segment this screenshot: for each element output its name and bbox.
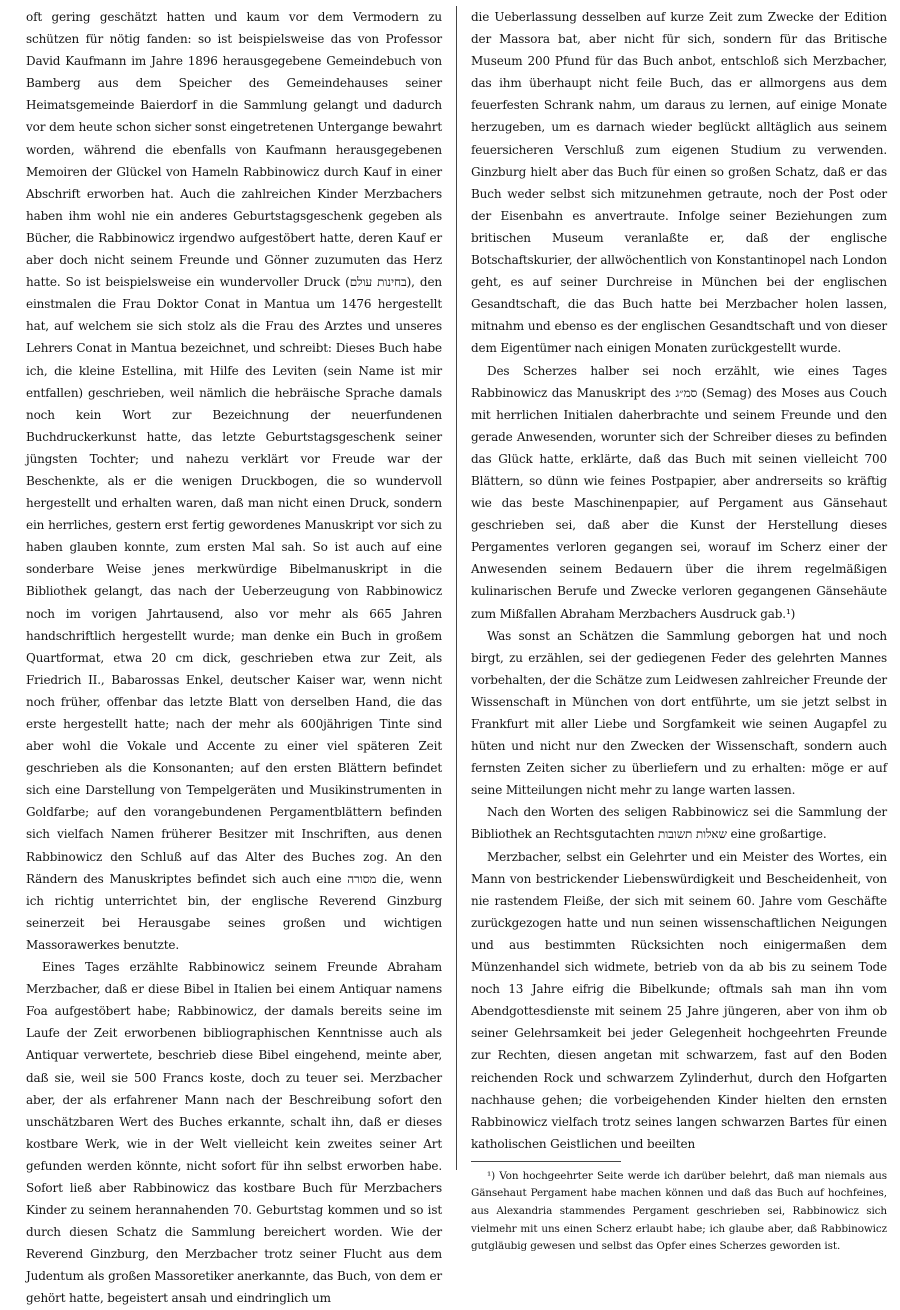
right-column bbox=[457, 6, 887, 1253]
footnote: ¹) Von hochgeehrter Seite werde ich darüber belehrt, daß man niemals aus Gänsehaut Pergament habe machen können und daß das Buch auf hochfeines, aus Alexandria stammendes Pergament geschrieben sei, Rabbinowicz sich vielmehr mit uns einen Scherz erlaubt habe; ich glaube aber, daß Rabbinowicz gutgläubig gewesen und selbst das Opfer eines Scherzes geworden ist. bbox=[471, 1169, 887, 1253]
paragraph: Des Scherzes halber sei noch erzählt, wie eines Tages Rabbinowicz das Manuskript des סמ״ג (Semag) des Moses aus Couch mit herrlichen Initialen daherbrachte und seinem Freunde und den gerade Anwesenden, worunter sich der Schreiber dieses zu befinden das Glück hatte, erklärte, daß das Buch mit seinen vielleicht 700 Blättern, so dünn wie feines Postpapier, aber andrerseits so kräftig wie das beste Maschinenpapier, auf Pergament aus Gänsehaut geschrieben sei, daß aber die Kunst der Herstellung dieses Pergamentes verloren gegangen sei, worauf im Scherz einer der Anwesenden seinem Bedauern über die ihrem regelmäßigen kulinarischen Berufe und Zwecke verloren gegangenen Gänsehäute zum Mißfallen Abraham Merzbachers Ausdruck gab.¹) bbox=[471, 363, 887, 621]
paragraph: Was sonst an Schätzen die Sammlung geborgen hat und noch birgt, zu erzählen, sei der gediegenen Feder des gelehrten Mannes vorbehalten, der die Schätze zum Leidwesen zahlreicher Freunde der Wissenschaft in München von dort entführte, um sie jetzt selbst in Frankfurt mit aller Liebe und Sorgfamkeit wie seinen Augapfel zu hüten und nicht nur den Zwecken der Wissenschaft, sondern auch fernsten Zeiten sicher zu überliefern und zu erhalten: möge er auf seine Mitteilungen nicht mehr zu lange warten lassen. bbox=[471, 628, 887, 798]
paragraph: oft gering geschätzt hatten und kaum vor dem Vermodern zu schützen für nötig fanden: so ist beispielsweise das von Professor David Kaufmann im Jahre 1896 herausgegebene Gemeindebuch von Bamberg aus dem Speicher des Gemeindehauses seiner Heimatsgemeinde Baierdorf in die Sammlung gelangt und dadurch vor dem heute schon sicher sonst eingetretenen Untergange bewahrt worden, während die ebenfalls von Kaufmann herausgegebenen Memoiren der Glückel von Hameln Rabbinowicz durch Kauf in einer Abschrift erworben hat. Auch die zahlreichen Kinder Merzbachers haben ihm wohl nie ein anderes Geburtstagsgeschenk gegeben als Bücher, die Rabbinowicz irgendwo aufgestöbert hatte, deren Kauf er aber doch nicht seinem Freunde und Gönner zuzumuten das Herz hatte. So ist beispielsweise ein wundervoller Druck (בחינות עולם), den einstmalen die Frau Doktor Conat in Mantua um 1476 hergestellt hat, auf welchem sie sich stolz als die Frau des Arztes und unseres Lehrers Conat in Mantua bezeichnet, und schreibt: Dieses Buch habe ich, die kleine Estellina, mit Hilfe des Leviten (sein Name ist mir entfallen) geschrieben, weil nämlich die hebräische Sprache damals noch kein Wort zur Bezeichnung der neuerfundenen Buchdruckerkunst hatte, das letzte Geburtstagsgeschenk seiner jüngsten Tochter; und nahezu verklärt vor Freude war der Beschenkte, als er die wenigen Druckbogen, die so wundervoll hergestellt und erhalten waren, daß man nicht einen Druck, sondern ein herrliches, gestern erst fertig gewordenes Manuskript vor sich zu haben glauben konnte, zum ersten Mal sah. So ist auch auf eine sonderbare Weise jenes merkwürdige Bibelmanuskript in die Bibliothek gelangt, das nach der Ueberzeugung von Rabbinowicz noch im vorigen Jahrtausend, also vor mehr als 665 Jahren handschriftlich hergestellt wurde; man denke ein Buch in großem Quartformat, etwa 20 cm dick, geschrieben etwa zur Zeit, als Friedrich II., Babarossas Enkel, deutscher Kaiser war, wenn nicht noch früher, offenbar das letzte Blatt von derselben Hand, die das erste hergestellt hatte; nach der mehr als 600jährigen Tinte sind aber wohl die Vokale und Accente zu einer viel späteren Zeit geschrieben als die Konsonanten; auf den ersten Blättern befindet sich eine Darstellung von Tempelgeräten und Musikinstrumenten in Goldfarbe; auf den vorangebundenen Pergamentblättern befinden sich vielfach Namen früherer Besitzer mit Inschriften, aus denen Rabbinowicz den Schluß auf das Alter des Buches zog. An den Rändern des Manuskriptes befindet sich auch eine מסורה die, wenn ich richtig unterrichtet bin, der englische Reverend Ginzburg seinerzeit bei Herausgabe seines großen und wichtigen Massorawerkes benutzte. bbox=[26, 10, 443, 952]
paragraph: Nach den Worten des seligen Rabbinowicz sei die Sammlung der Bibliothek an Rechtsgutachten שאלות תשובות eine großartige. bbox=[471, 805, 887, 842]
paragraph: Merzbacher, selbst ein Gelehrter und ein Meister des Wortes, ein Mann von bestrickender Liebenswürdigkeit und Bescheidenheit, von nie rastendem Fleiße, der sich mit seinem 60. Jahre vom Geschäfte zurückgezogen hatte und nun seinen wissenschaftlichen Neigungen und aus bestimmten Rücksichten noch einigermaßen dem Münzenhandel sich widmete, betrieb von da ab bis zu seinem Tode noch 13 Jahre eifrig die Bibelkunde; oftmals sah man ihn vom Abendgottesdienste mit seinem 25 Jahre jüngeren, aber von ihm ob seiner Gelehrsamkeit bei jeder Gelegenheit hochgeehrten Freunde zur Rechten, diesen angetan mit schwarzem, fast auf den Boden reichenden Rock und schwarzem Zylinderhut, durch den Hofgarten nachhause gehen; die vorbeigehenden Kinder hielten den ernsten Rabbinowicz vielfach trotz seines langen schwarzen Bartes für einen katholischen Geistlichen und beeilten bbox=[471, 849, 887, 1151]
left-column bbox=[26, 6, 457, 1306]
paragraph: die Ueberlassung desselben auf kurze Zeit zum Zwecke der Edition der Massora bat, aber nicht für sich, sondern für das Britische Museum 200 Pfund für das Buch anbot, entschloß sich Merzbacher, das ihm überhaupt nicht feile Buch, das er allmorgens aus dem feuerfesten Schrank nahm, um daraus zu lernen, auf einige Monate herzugeben, um es darnach wieder beglückt alltäglich aus seinem feuersicheren Verschluß zum eigenen Studium zu verwenden. Ginzburg hielt aber das Buch für einen so großen Schatz, daß er das Buch weder selbst sich mitzunehmen getraute, noch der Post oder der Eisenbahn es anvertraute. Infolge seiner Beziehungen zum britischen Museum veranlaßte er, daß der englische Botschaftskurier, der allwöchentlich von Konstantinopel nach London geht, es auf seiner Durchreise in München bei der englischen Gesandtschaft, die das Buch hatte bei Merzbacher holen lassen, mitnahm und ebenso es der englischen Gesandtschaft und von dieser dem Eigentümer nach einigen Monaten zurückgestellt wurde. bbox=[471, 10, 887, 356]
paragraph: Eines Tages erzählte Rabbinowicz seinem Freunde Abraham Merzbacher, daß er diese Bibel in Italien bei einem Antiquar namens Foa aufgestöbert habe; Rabbinowicz, der damals bereits seine im Laufe der Zeit erworbenen bibliographischen Kenntnisse auch als Antiquar verwertete, beschrieb diese Bibel eingehend, meinte aber, daß sie, weil sie 500 Francs koste, doch zu teuer sei. Merzbacher aber, der als erfahrener Mann nach der Beschreibung sofort den unschätzbaren Wert des Buches erkannte, schalt ihn, daß er dieses kostbare Werk, wie in der Welt vielleicht kein zweites seiner Art gefunden werden könnte, nicht sofort für ihn selbst erworben habe. Sofort ließ aber Rabbinowicz das kostbare Buch für Merzbachers Kinder zu seinem herannahenden 70. Geburtstag kommen und so ist durch diesen Schatz die Sammlung bereichert worden. Wie der Reverend Ginzburg, den Merzbacher trotz seiner Flucht aus dem Judentum als großen Massoretiker anerkannte, das Buch, von dem er gehört hatte, begeistert ansah und eindringlich um bbox=[26, 960, 442, 1306]
footnote-divider bbox=[471, 1161, 621, 1162]
